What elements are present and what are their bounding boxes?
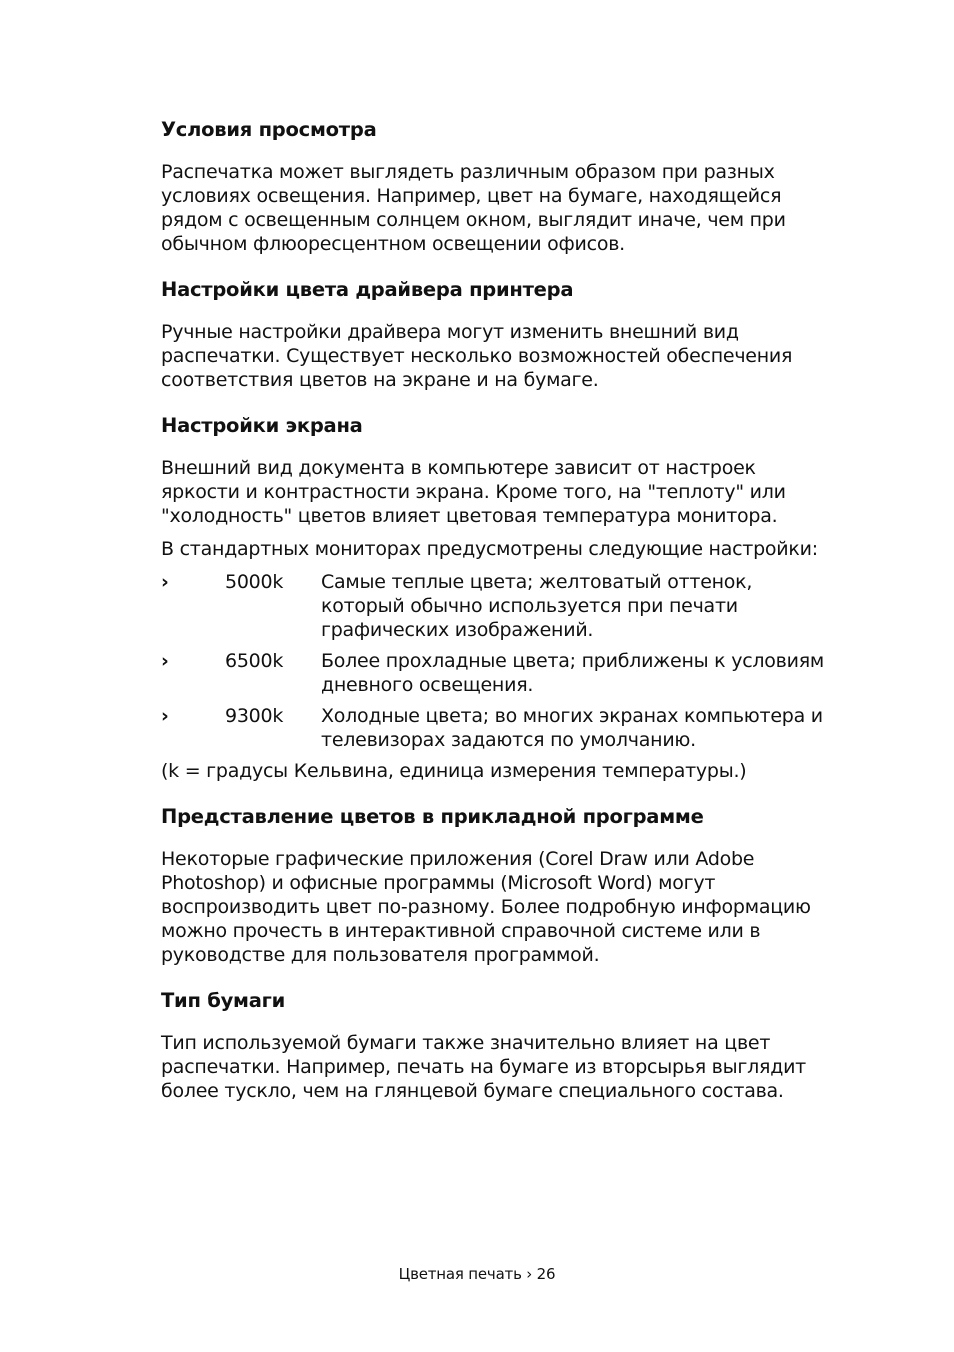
section-heading: Тип бумаги	[161, 989, 286, 1012]
color-temperature: 6500k	[225, 650, 284, 672]
section-driver-color-settings	[161, 278, 829, 392]
section-paragraph: В стандартных мониторах предусмотрены следующие настройки:	[161, 538, 818, 560]
section-paragraph: Внешний вид документа в компьютере зависит от настроек яркости и контрастности экрана. Кроме того, на "теплоту" или "холодность" цветов влияет цветовая температура монитора.	[161, 457, 786, 527]
bullet-chevron-icon: ›	[161, 571, 169, 593]
section-viewing-conditions	[161, 118, 829, 256]
list-item	[161, 649, 829, 697]
section-heading: Представление цветов в прикладной программе	[161, 805, 704, 828]
section-heading: Условия просмотра	[161, 118, 377, 141]
section-screen-settings	[161, 414, 829, 783]
bullet-chevron-icon: ›	[161, 705, 169, 727]
section-paragraph: Ручные настройки драйвера могут изменить внешний вид распечатки. Существует несколько возможностей обеспечения соответствия цветов на экране и на бумаге.	[161, 321, 793, 391]
page-footer: Цветная печать › 26	[398, 1265, 556, 1283]
color-temperature: 5000k	[225, 571, 284, 593]
list-item	[161, 570, 829, 642]
section-application-color	[161, 805, 829, 967]
section-paragraph: Тип используемой бумаги также значительно влияет на цвет распечатки. Например, печать на бумаге из вторсырья выглядит более тускло, чем на глянцевой бумаге специального состава.	[161, 1032, 806, 1102]
bullet-chevron-icon: ›	[161, 650, 169, 672]
kelvin-note: (k = градусы Кельвина, единица измерения температуры.)	[161, 760, 747, 782]
document-page	[161, 118, 829, 1103]
section-heading: Настройки экрана	[161, 414, 363, 437]
monitor-settings-list	[161, 570, 829, 752]
list-item-description: Самые теплые цвета; желтоватый оттенок, который обычно используется при печати графических изображений.	[321, 571, 753, 641]
section-paper-type	[161, 989, 829, 1103]
list-item-description: Холодные цвета; во многих экранах компьютера и телевизорах задаются по умолчанию.	[321, 705, 823, 751]
color-temperature: 9300k	[225, 705, 284, 727]
section-paragraph: Некоторые графические приложения (Corel Draw или Adobe Photoshop) и офисные программы (Microsoft Word) могут воспроизводить цвет по-разному. Более подробную информацию можно прочесть в интерактивной справочной системе или в руководстве для пользователя программой.	[161, 848, 811, 966]
section-paragraph: Распечатка может выглядеть различным образом при разных условиях освещения. Например, цвет на бумаге, находящейся рядом с освещенным солнцем окном, выглядит иначе, чем при обычном флюоресцентном освещении офисов.	[161, 161, 786, 255]
section-heading: Настройки цвета драйвера принтера	[161, 278, 574, 301]
list-item-description: Более прохладные цвета; приближены к условиям дневного освещения.	[321, 650, 824, 696]
list-item	[161, 704, 829, 752]
